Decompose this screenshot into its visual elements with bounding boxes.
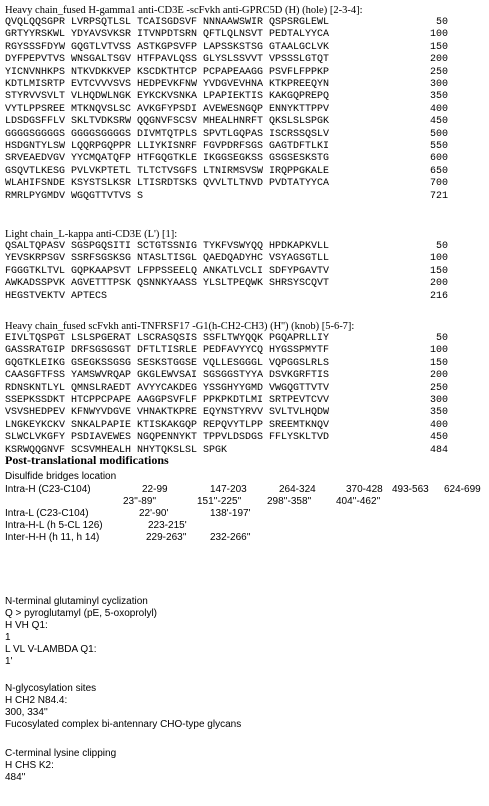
sequence-text: LDSDGSFFLV SKLTVDKSRW QQGNVFSCSV MHEALHNRFT QKSLSLSPGK xyxy=(5,116,330,128)
residue-number: 100 xyxy=(429,253,448,265)
sequence-line xyxy=(5,382,448,395)
sequence-line xyxy=(5,395,448,407)
intra-l-bridge: 22'-90' xyxy=(139,508,169,519)
disulfide-heading: Disulfide bridges location xyxy=(5,471,117,482)
heavy-chain-2-title: Heavy chain_fused scFvkh anti-TNFRSF17 -G1(h-CH2-CH3) (H'') (knob) [5-6-7]: xyxy=(5,321,355,332)
cterm-line: H CHS K2: xyxy=(5,760,54,771)
heavy-chain-2-sequence xyxy=(5,333,448,457)
sequence-line xyxy=(5,17,448,29)
nterm-line: H VH Q1: xyxy=(5,620,48,631)
residue-number: 100 xyxy=(429,29,448,41)
cterm-line: 484'' xyxy=(5,772,26,783)
nglyco-heading: N-glycosylation sites xyxy=(5,683,97,694)
sequence-text: RMRLPYGMDV WGQGTTVTVS S xyxy=(5,190,144,202)
intra-hl-label: Intra-H-L (h 5-CL 126) xyxy=(5,520,103,531)
sequence-line xyxy=(5,165,448,178)
sequence-line xyxy=(5,357,448,370)
sequence-text: YICNVNHKPS NTKVDKKVEP KSCDKTHTCP PCPAPEAAGG PSVFLFPPKP xyxy=(5,66,330,78)
residue-number: 50 xyxy=(435,333,448,344)
residue-number: 150 xyxy=(429,357,448,369)
sequence-text: GQGTKLEIKG GSEGKSSGSG SESKSTGGSE VQLLESGGGL VQPGGSLRLS xyxy=(5,357,330,369)
inter-hh-label: Inter-H-H (h 11, h 14) xyxy=(5,532,100,543)
residue-number: 600 xyxy=(429,153,448,165)
residue-number: 400 xyxy=(429,419,448,431)
residue-number: 450 xyxy=(429,432,448,444)
residue-number: 200 xyxy=(429,370,448,382)
residue-number: 216 xyxy=(429,290,448,302)
nglyco-line: 300, 334'' xyxy=(5,707,48,718)
residue-number: 250 xyxy=(429,382,448,394)
residue-number: 250 xyxy=(429,66,448,78)
intra-h-bridge-2: 23''-89'' xyxy=(123,496,157,507)
sequence-text: HSDGNTYLSW LQQRPGQPPR LLIYKISNRF FGVPDRFSGS GAGTDFTLKI xyxy=(5,141,330,153)
residue-number: 550 xyxy=(429,141,448,153)
cterm-heading: C-terminal lysine clipping xyxy=(5,748,117,759)
intra-h-bridge: 624-699 xyxy=(444,484,481,495)
sequence-text: YEVSKRPSGV SSRFSGSKSG NTASLTISGL QAEDQADYHC VSYAGSGTLL xyxy=(5,253,330,265)
sequence-line xyxy=(5,141,448,153)
sequence-text: SSEPKSSDKT HTCPPCPAPE AAGGPSVFLF PPKPKDTLMI SRTPEVTCVV xyxy=(5,395,330,407)
sequence-line xyxy=(5,265,448,278)
heavy-chain-1-sequence xyxy=(5,17,448,203)
residue-number: 650 xyxy=(429,165,448,177)
intra-h-bridge: 147-203 xyxy=(210,484,247,495)
sequence-text: KDTLMISRTP EVTCVVVSVS HEDPEVKFNW YVDGVEVHNA KTKPREEQYN xyxy=(5,79,330,91)
sequence-text: STYRVVSVLT VLHQDWLNGK EYKCKVSNKA LPAPIEKTIS KAKGQPREPQ xyxy=(5,91,330,103)
nglyco-line: H CH2 N84.4: xyxy=(5,695,68,706)
intra-l-bridge: 138'-197' xyxy=(210,508,251,519)
residue-number: 700 xyxy=(429,178,448,190)
nglyco-line: Fucosylated complex bi-antennary CHO-type glycans xyxy=(5,719,242,730)
intra-h-bridge-2: 298''-358'' xyxy=(267,496,312,507)
intra-h-bridge: 493-563 xyxy=(392,484,429,495)
sequence-text: RDNSKNTLYL QMNSLRAEDT AVYYCAKDEG YSSGHYYGMD VWGQGTTVTV xyxy=(5,382,330,394)
light-chain-sequence xyxy=(5,241,448,303)
residue-number: 100 xyxy=(429,345,448,357)
sequence-text: KSRWQQGNVF SCSVMHEALH NHYTQKSLSL SPGK xyxy=(5,444,228,456)
sequence-text: HEGSTVEKTV APTECS xyxy=(5,290,108,302)
sequence-line xyxy=(5,407,448,419)
residue-number: 150 xyxy=(429,41,448,53)
sequence-text: QSALTQPASV SGSPGQSITI SCTGTSSNIG TYKFVSWYQQ HPDKAPKVLL xyxy=(5,241,330,252)
nterm-line: 1' xyxy=(5,656,13,667)
intra-hl-bridge: 223-215' xyxy=(148,520,187,531)
sequence-line xyxy=(5,190,448,203)
intra-h-bridge-2: 404''-462'' xyxy=(336,496,381,507)
residue-number: 500 xyxy=(429,128,448,140)
sequence-text: SRVEAEDVGV YYCMQATQFP HTFGQGTKLE IKGGSEGKSS GSGSESKSTG xyxy=(5,153,330,165)
nterm-heading: N-terminal glutaminyl cyclization xyxy=(5,596,148,607)
intra-l-label: Intra-L (C23-C104) xyxy=(5,508,89,519)
sequence-line xyxy=(5,178,448,190)
sequence-text: LNGKEYKCKV SNKALPAPIE KTISKAKGQP REPQVYTLPP SREEMTKNQV xyxy=(5,419,330,431)
residue-number: 400 xyxy=(429,103,448,115)
light-chain-title: Light chain_L-kappa anti-CD3E (L') [1]: xyxy=(5,229,178,240)
sequence-line xyxy=(5,116,448,128)
sequence-text: FGGGTKLTVL GQPKAAPSVT LFPPSSEELQ ANKATLVCLI SDFYPGAVTV xyxy=(5,265,330,277)
heavy-chain-1-title: Heavy chain_fused H-gamma1 anti-CD3E -scFvkh anti-GPRC5D (H) (hole) [2-3-4]: xyxy=(5,5,363,16)
sequence-line xyxy=(5,345,448,357)
intra-h-bridge: 264-324 xyxy=(279,484,316,495)
sequence-line xyxy=(5,41,448,54)
residue-number: 300 xyxy=(429,79,448,91)
intra-h-label: Intra-H (C23-C104) xyxy=(5,484,91,495)
nterm-line: L VL V-LAMBDA Q1: xyxy=(5,644,97,655)
sequence-line xyxy=(5,54,448,66)
residue-number: 50 xyxy=(435,17,448,28)
residue-number: 350 xyxy=(429,91,448,103)
sequence-line xyxy=(5,66,448,79)
sequence-line xyxy=(5,370,448,382)
sequence-line xyxy=(5,241,448,253)
sequence-line xyxy=(5,253,448,265)
sequence-line xyxy=(5,29,448,41)
sequence-line xyxy=(5,419,448,432)
sequence-text: GGGGSGGGGS GGGGSGGGGS DIVMTQTPLS SPVTLGQPAS ISCRSSQSLV xyxy=(5,128,330,140)
residue-number: 150 xyxy=(429,265,448,277)
sequence-line xyxy=(5,333,448,345)
residue-number: 350 xyxy=(429,407,448,419)
sequence-text: GASSRATGIP DRFSGSGSGT DFTLTISRLE PEDFAVYYCQ HYGSSPMYTF xyxy=(5,345,330,357)
sequence-text: VYTLPPSREE MTKNQVSLSC AVKGFYPSDI AVEWESNGQP ENNYKTTPPV xyxy=(5,103,330,115)
sequence-text: VSVSHEDPEV KFNWYVDGVE VHNAKTKPRE EQYNSTYRVV SVLTVLHQDW xyxy=(5,407,330,419)
inter-hh-bridge: 229-263'' xyxy=(146,532,187,543)
sequence-text: QVQLQQSGPR LVRPSQTLSL TCAISGDSVF NNNAAWSWIR QSPSRGLEWL xyxy=(5,17,330,28)
residue-number: 200 xyxy=(429,54,448,66)
sequence-line xyxy=(5,91,448,103)
sequence-line xyxy=(5,103,448,116)
inter-hh-bridge: 232-266'' xyxy=(210,532,251,543)
sequence-line xyxy=(5,79,448,91)
sequence-text: WLAHIFSNDE KSYSTSLKSR LTISRDTSKS QVVLTLTNVD PVDTATYYCA xyxy=(5,178,330,190)
intra-h-bridge: 22-99 xyxy=(142,484,168,495)
sequence-text: CAASGFTFSS YAMSWVRQAP GKGLEWVSAI SGSGGSTYYA DSVKGRFTIS xyxy=(5,370,330,382)
nterm-line: 1 xyxy=(5,632,11,643)
sequence-line xyxy=(5,153,448,165)
sequence-text: EIVLTQSPGT LSLSPGERAT LSCRASQSIS SSFLTWYQQK PGQAPRLLIY xyxy=(5,333,330,344)
light-chain-block xyxy=(5,228,448,303)
sequence-line xyxy=(5,290,448,303)
sequence-text: RGYSSSFDYW GQGTLVTVSS ASTKGPSVFP LAPSSKSTSG GTAALGCLVK xyxy=(5,41,330,53)
residue-number: 484 xyxy=(429,444,448,456)
ptm-heading: Post-translational modifications xyxy=(5,453,169,467)
sequence-line xyxy=(5,432,448,444)
residue-number: 200 xyxy=(429,278,448,290)
sequence-line xyxy=(5,128,448,141)
intra-h-bridge-2: 151''-225'' xyxy=(197,496,242,507)
intra-h-bridge: 370-428 xyxy=(346,484,383,495)
heavy-chain-1-block xyxy=(5,4,448,203)
sequence-text: AWKADSSPVK AGVETTTPSK QSNNKYAASS YLSLTPEQWK SHRSYSCQVT xyxy=(5,278,330,290)
sequence-line xyxy=(5,278,448,290)
sequence-text: GSQVTLKESG PVLVKPTETL TLTCTVSGFS LTNIRMSVSW IRQPPGKALE xyxy=(5,165,330,177)
sequence-text: GRTYYRSKWL YDYAVSVKSR ITVNPDTSRN QFTLQLNSVT PEDTALYYCA xyxy=(5,29,330,41)
residue-number: 50 xyxy=(435,241,448,252)
residue-number: 450 xyxy=(429,116,448,128)
residue-number: 721 xyxy=(429,190,448,202)
sequence-text: SLWCLVKGFY PSDIAVEWES NGQPENNYKT TPPVLDSDGS FFLYSKLTVD xyxy=(5,432,330,444)
heavy-chain-2-block xyxy=(5,320,448,457)
residue-number: 300 xyxy=(429,395,448,407)
sequence-text: DYFPEPVTVS WNSGALTSGV HTFPAVLQSS GLYSLSSVVT VPSSSLGTQT xyxy=(5,54,330,66)
nterm-line: Q > pyroglutamyl (pE, 5-oxoprolyl) xyxy=(5,608,158,619)
